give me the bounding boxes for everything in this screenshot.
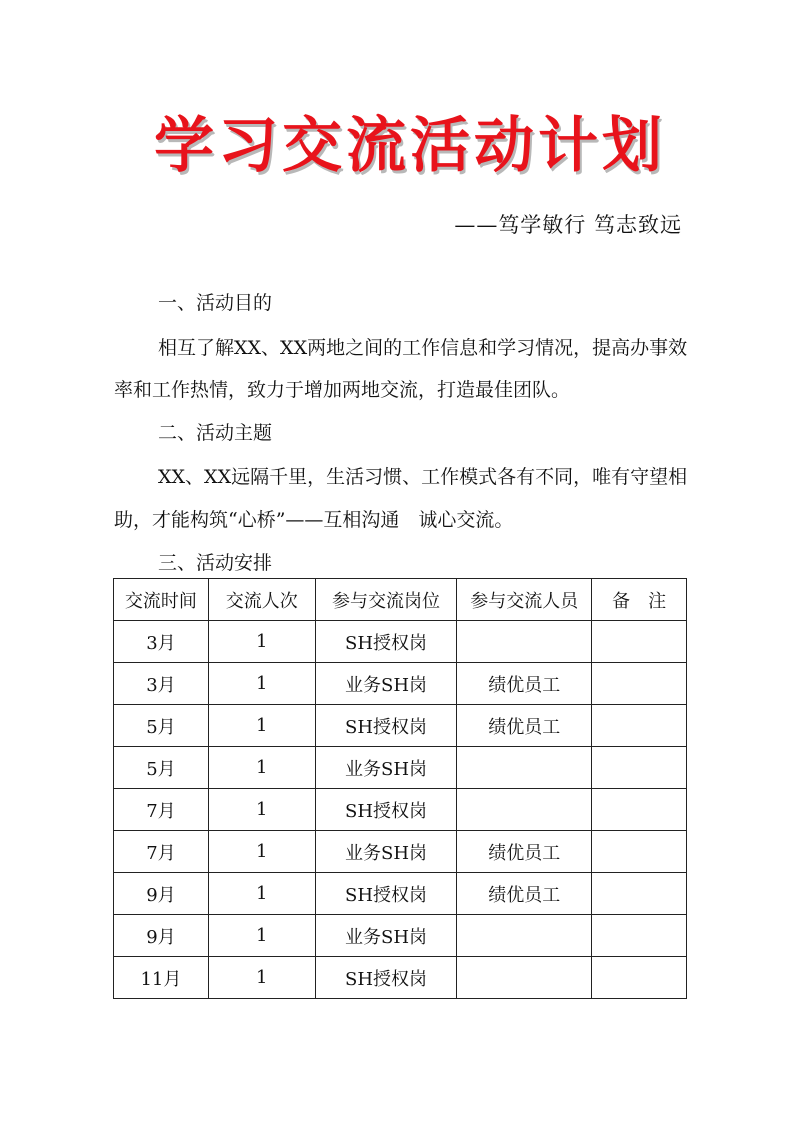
purpose-text-line2: 率和工作热情，致力于增加两地交流，打造最佳团队。	[114, 379, 571, 401]
cell-remark	[592, 873, 687, 915]
cell-staff	[457, 747, 592, 789]
cell-post: SH授权岗	[315, 957, 457, 999]
cell-staff	[457, 621, 592, 663]
cell-count: 1	[208, 663, 315, 705]
cell-time: 7月	[114, 831, 209, 873]
cell-remark	[592, 705, 687, 747]
cell-remark	[592, 789, 687, 831]
header-count: 交流人次	[208, 579, 315, 621]
table-row	[114, 789, 687, 831]
cell-remark	[592, 831, 687, 873]
cell-time: 3月	[114, 621, 209, 663]
cell-staff: 绩优员工	[457, 873, 592, 915]
cell-staff	[457, 915, 592, 957]
header-post: 参与交流岗位	[315, 579, 457, 621]
cell-post: SH授权岗	[315, 705, 457, 747]
cell-count: 1	[208, 873, 315, 915]
document-subtitle: ——笃学敏行 笃志致远	[454, 213, 682, 237]
table-row	[114, 663, 687, 705]
cell-remark	[592, 957, 687, 999]
table-row	[114, 705, 687, 747]
cell-staff: 绩优员工	[457, 663, 592, 705]
document-title: 学习交流活动计划	[154, 111, 666, 181]
cell-remark	[592, 747, 687, 789]
cell-time: 7月	[114, 789, 209, 831]
purpose-text-line1: 相互了解XX、XX两地之间的工作信息和学习情况，提高办事效	[158, 337, 688, 359]
table-header-row	[114, 579, 687, 621]
theme-heading: 二、活动主题	[158, 422, 273, 444]
header-remark: 备 注	[592, 579, 687, 621]
theme-text-line2: 助，才能构筑“心桥”——互相沟通 诚心交流。	[114, 509, 514, 531]
table-row	[114, 957, 687, 999]
header-staff: 参与交流人员	[457, 579, 592, 621]
cell-post: 业务SH岗	[315, 663, 457, 705]
cell-post: SH授权岗	[315, 873, 457, 915]
cell-post: SH授权岗	[315, 789, 457, 831]
cell-count: 1	[208, 831, 315, 873]
schedule-table	[113, 578, 687, 999]
table-row	[114, 873, 687, 915]
cell-post: SH授权岗	[315, 621, 457, 663]
cell-time: 9月	[114, 915, 209, 957]
purpose-heading: 一、活动目的	[158, 292, 273, 314]
cell-time: 5月	[114, 705, 209, 747]
cell-remark	[592, 621, 687, 663]
cell-count: 1	[208, 957, 315, 999]
cell-post: 业务SH岗	[315, 747, 457, 789]
cell-time: 11月	[114, 957, 209, 999]
cell-post: 业务SH岗	[315, 915, 457, 957]
table-row	[114, 831, 687, 873]
cell-remark	[592, 915, 687, 957]
cell-count: 1	[208, 621, 315, 663]
theme-text-line1: XX、XX远隔千里，生活习惯、工作模式各有不同，唯有守望相	[158, 466, 688, 488]
table-row	[114, 621, 687, 663]
schedule-heading: 三、活动安排	[158, 552, 273, 574]
cell-time: 9月	[114, 873, 209, 915]
cell-count: 1	[208, 789, 315, 831]
header-time: 交流时间	[114, 579, 209, 621]
cell-staff	[457, 789, 592, 831]
cell-staff: 绩优员工	[457, 705, 592, 747]
cell-time: 5月	[114, 747, 209, 789]
table-row	[114, 747, 687, 789]
cell-count: 1	[208, 705, 315, 747]
cell-count: 1	[208, 747, 315, 789]
cell-time: 3月	[114, 663, 209, 705]
cell-count: 1	[208, 915, 315, 957]
table-row	[114, 915, 687, 957]
cell-staff	[457, 957, 592, 999]
cell-staff: 绩优员工	[457, 831, 592, 873]
cell-remark	[592, 663, 687, 705]
cell-post: 业务SH岗	[315, 831, 457, 873]
